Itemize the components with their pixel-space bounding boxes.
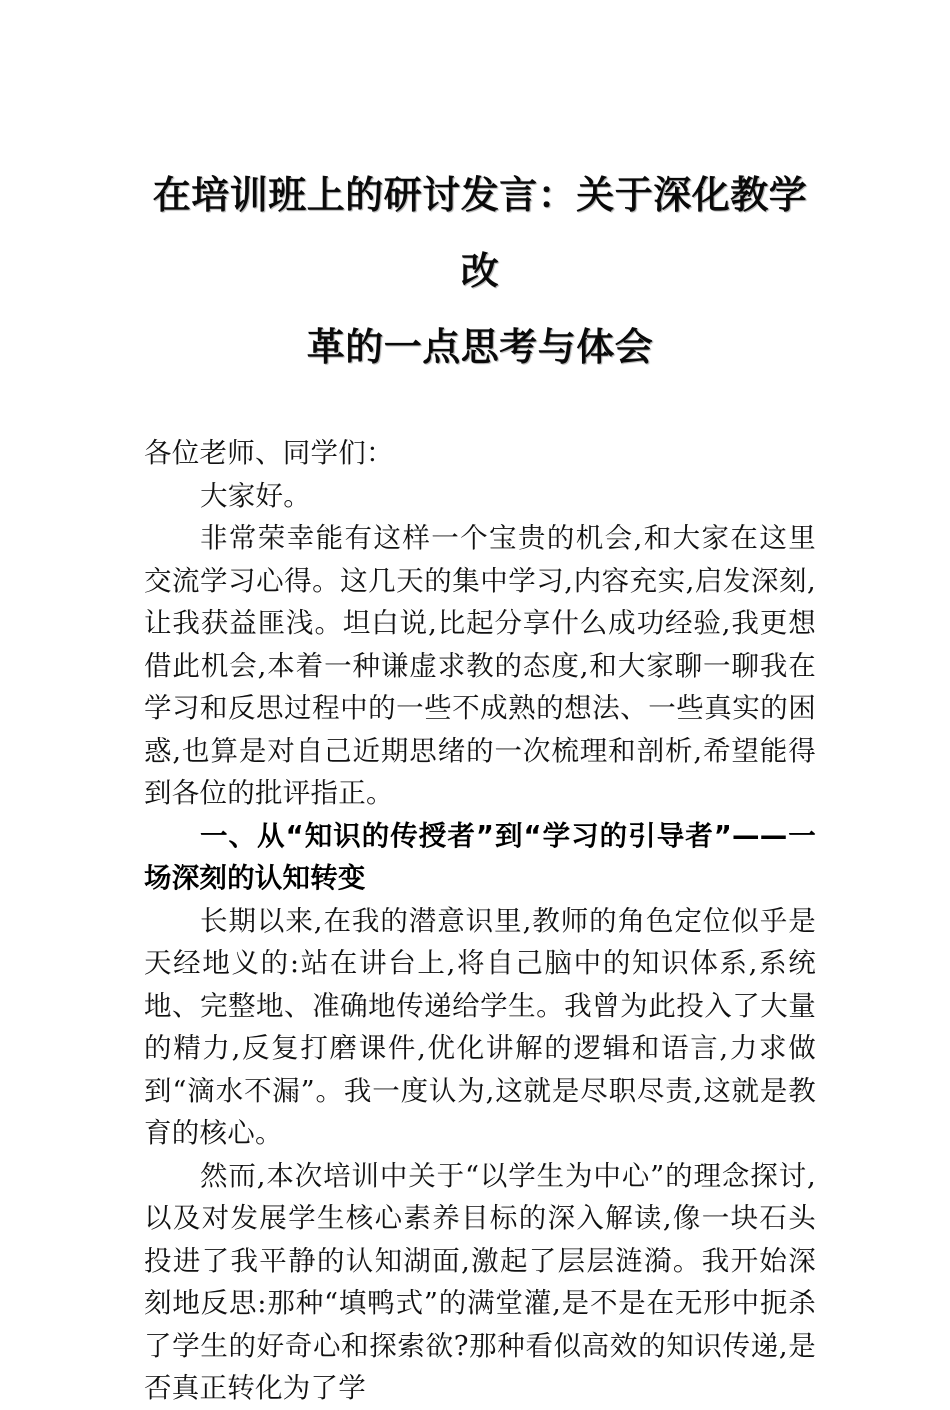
paragraph-section1-2: 然而,本次培训中关于“以学生为中心”的理念探讨,以及对发展学生核心素养目标的深入解读,像一块石头投进了我平静的认知湖面,激起了层层涟漪。我开始深刻地反思:那种“填鸭式”的满堂灌,是不是在无形中扼杀了学生的好奇心和探索欲?那种看似高效的知识传递,是否真正转化为了学 [144, 1159, 816, 1404]
paragraph-opening: 非常荣幸能有这样一个宝贵的机会,和大家在这里交流学习心得。这几天的集中学习,内容充实,启发深刻,让我获益匪浅。坦白说,比起分享什么成功经验,我更想借此机会,本着一种谦虚求教的态度,和大家聊一聊我在学习和反思过程中的一些不成熟的想法、一些真实的困惑,也算是对自己近期思绪的一次梳理和剖析,希望能得到各位的批评指正。 [144, 522, 816, 809]
page-title [144, 0, 816, 386]
title-line-1: 在培训班上的研讨发言：关于深化教学改 [152, 175, 808, 293]
paragraph-section1-1: 长期以来,在我的潜意识里,教师的角色定位似乎是天经地义的:站在讲台上,将自己脑中的知识体系,系统地、完整地、准确地传递给学生。我曾为此投入了大量的精力,反复打磨课件,优化讲解的逻辑和语言,力求做到“滴水不漏”。我一度认为,这就是尽职尽责,这就是教育的核心。 [144, 904, 816, 1149]
greeting-line: 大家好。 [200, 479, 311, 512]
title-line-2: 革的一点思考与体会 [306, 327, 654, 369]
document-body [144, 432, 816, 1410]
salutation-line: 各位老师、同学们： [144, 437, 394, 469]
document-content [144, 0, 816, 1410]
section-heading-1: 一、从“知识的传授者”到“学习的引导者”——一场深刻的认知转变 [144, 819, 816, 894]
